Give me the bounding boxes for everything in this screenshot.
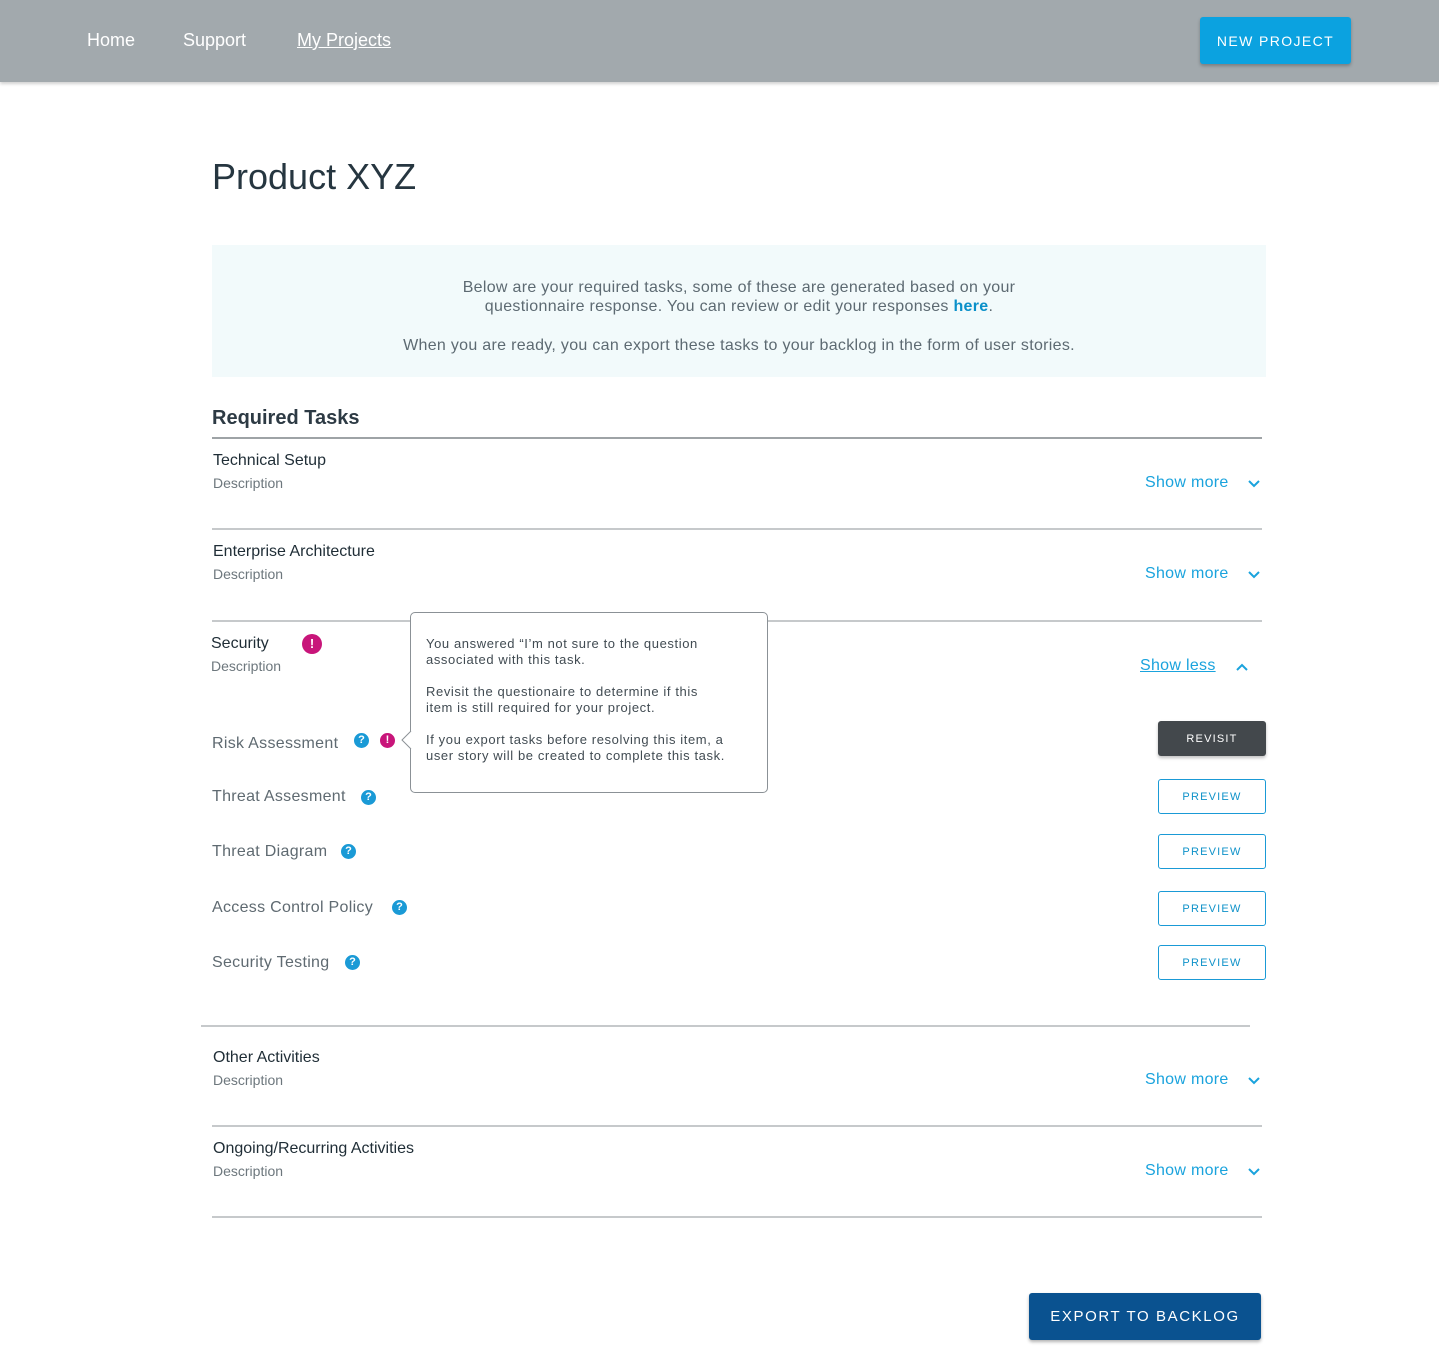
nav-link-home[interactable]: Home bbox=[87, 30, 136, 50]
tooltip-line: item is still required for your project. bbox=[426, 700, 656, 715]
subtask-label: Access Control Policy bbox=[212, 899, 374, 916]
task-group-title: Ongoing/Recurring Activities bbox=[213, 1140, 414, 1157]
alert-tooltip bbox=[410, 612, 768, 793]
help-icon[interactable]: ? bbox=[392, 900, 407, 915]
preview-button[interactable]: PREVIEW bbox=[1158, 779, 1266, 814]
tooltip-line: You answered “I’m not sure to the question bbox=[426, 636, 698, 651]
tooltip-paragraph bbox=[426, 684, 761, 716]
chevron-down-icon[interactable] bbox=[1247, 1167, 1261, 1177]
chevron-down-icon[interactable] bbox=[1247, 570, 1261, 580]
task-group-title: Enterprise Architecture bbox=[213, 543, 375, 560]
divider bbox=[212, 528, 1262, 530]
show-more-toggle[interactable]: Show more bbox=[1145, 474, 1229, 491]
info-paragraph bbox=[212, 278, 1266, 316]
tooltip-line: associated with this task. bbox=[426, 652, 586, 667]
show-more-toggle[interactable]: Show more bbox=[1145, 1071, 1229, 1088]
page-title: Product XYZ bbox=[212, 156, 417, 197]
task-group-description: Description bbox=[211, 658, 282, 674]
help-icon[interactable]: ? bbox=[361, 790, 376, 805]
chevron-down-icon[interactable] bbox=[1247, 1076, 1261, 1086]
show-more-toggle[interactable]: Show more bbox=[1145, 1162, 1229, 1179]
edit-responses-link[interactable]: here bbox=[953, 298, 989, 315]
tooltip-line: Revisit the questionaire to determine if this bbox=[426, 684, 698, 699]
revisit-button[interactable]: REVISIT bbox=[1158, 721, 1266, 756]
export-to-backlog-button[interactable]: EXPORT TO BACKLOG bbox=[1029, 1293, 1261, 1340]
preview-button[interactable]: PREVIEW bbox=[1158, 834, 1266, 869]
nav-link-support[interactable]: Support bbox=[183, 30, 247, 50]
tooltip-paragraph bbox=[426, 636, 761, 668]
info-banner bbox=[212, 245, 1266, 377]
divider bbox=[201, 1025, 1250, 1027]
show-more-toggle[interactable]: Show more bbox=[1145, 565, 1229, 582]
tooltip-paragraph bbox=[426, 732, 761, 764]
alert-icon[interactable]: ! bbox=[380, 733, 395, 748]
info-line-1: Below are your required tasks, some of these are generated based on your bbox=[462, 279, 1016, 296]
alert-icon: ! bbox=[302, 634, 322, 654]
chevron-down-icon[interactable] bbox=[1247, 479, 1261, 489]
show-less-toggle[interactable]: Show less bbox=[1140, 657, 1216, 674]
subtask-label: Security Testing bbox=[212, 954, 330, 971]
task-group-description: Description bbox=[213, 1163, 284, 1179]
help-icon[interactable]: ? bbox=[354, 733, 369, 748]
subtask-label: Risk Assessment bbox=[212, 735, 339, 752]
divider bbox=[212, 437, 1262, 439]
task-group-title: Technical Setup bbox=[213, 452, 326, 469]
info-line-2-end: . bbox=[988, 298, 994, 315]
preview-button[interactable]: PREVIEW bbox=[1158, 945, 1266, 980]
tooltip-arrow bbox=[401, 731, 415, 749]
task-group-title: Security bbox=[211, 635, 269, 652]
info-line-2-text: questionnaire response. You can review or edit your responses bbox=[484, 298, 954, 315]
task-group-description: Description bbox=[213, 1072, 284, 1088]
required-tasks-heading: Required Tasks bbox=[212, 407, 360, 429]
top-nav-bar bbox=[0, 0, 1439, 82]
help-icon[interactable]: ? bbox=[341, 844, 356, 859]
task-group-title: Other Activities bbox=[213, 1049, 320, 1066]
tooltip-line: If you export tasks before resolving this item, a bbox=[426, 732, 724, 747]
subtask-label: Threat Diagram bbox=[212, 843, 328, 860]
info-line-2 bbox=[212, 297, 1266, 316]
help-icon[interactable]: ? bbox=[345, 955, 360, 970]
divider bbox=[212, 1125, 1262, 1127]
tooltip-line: user story will be created to complete this task. bbox=[426, 748, 725, 763]
divider bbox=[212, 1216, 1262, 1218]
info-line-3: When you are ready, you can export these tasks to your backlog in the form of user stories. bbox=[403, 337, 1075, 354]
task-group-description: Description bbox=[213, 475, 284, 491]
new-project-button[interactable]: NEW PROJECT bbox=[1200, 17, 1351, 64]
subtask-label: Threat Assesment bbox=[212, 788, 346, 805]
task-group-description: Description bbox=[213, 566, 284, 582]
nav-link-my-projects[interactable]: My Projects bbox=[297, 30, 392, 50]
preview-button[interactable]: PREVIEW bbox=[1158, 891, 1266, 926]
chevron-up-icon[interactable] bbox=[1235, 662, 1249, 672]
